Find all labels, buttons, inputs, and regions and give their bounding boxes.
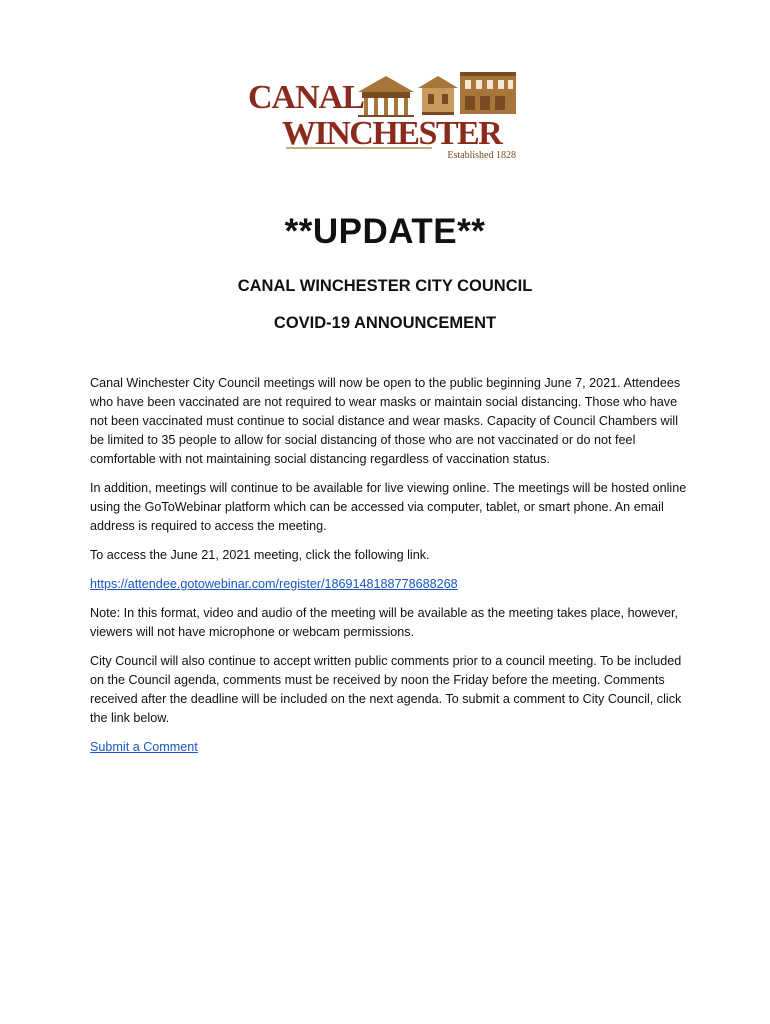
- webinar-link-paragraph: [90, 575, 690, 594]
- canal-winchester-logo: [246, 70, 526, 162]
- logo-graphic: [246, 70, 526, 162]
- update-heading: **UPDATE**: [284, 212, 486, 251]
- paragraph-public-comments: City Council will also continue to accept written public comments prior to a council meeting. To be included on the Council agenda, comments must be received by noon the Friday before the meeting. Comments received after the deadline will be included on the next agenda. To submit a comment to City Council, click the link below.: [90, 654, 682, 725]
- logo-line1: CANAL: [248, 79, 364, 116]
- covered-bridge-illustration: [358, 76, 414, 116]
- logo-line2: WINCHESTER: [282, 115, 502, 152]
- storefront-illustration: [460, 72, 516, 114]
- comment-link-paragraph: [90, 738, 690, 757]
- announcement-heading: COVID-19 ANNOUNCEMENT: [273, 314, 497, 332]
- paragraph-online-viewing: In addition, meetings will continue to be available for live viewing online. The meetings will be hosted online using the GoToWebinar platform which can be accessed via computer, tablet, or smart phone. An email address is required to access the meeting.: [90, 481, 687, 533]
- logo-established: Established 1828: [447, 150, 516, 161]
- submit-comment-link[interactable]: Submit a Comment: [90, 740, 198, 754]
- paragraph-access-instructions: To access the June 21, 2021 meeting, click the following link.: [90, 548, 430, 562]
- announcement-body: [90, 374, 690, 767]
- paragraph-reopening: Canal Winchester City Council meetings will now be open to the public beginning June 7, 2021. Attendees who have been vaccinated are not required to wear masks or maintain social distancing. Those who have not been vaccinated must continue to social distance and wear masks. Capacity of Council Chambers will be limited to 35 people to allow for social distancing of those who are not vaccinated or do not feel comfortable with not maintaining social distancing regardless of vaccination status.: [90, 376, 681, 466]
- station-illustration: [418, 76, 458, 115]
- paragraph-format-note: Note: In this format, video and audio of the meeting will be available as the meeting takes place, however, viewers will not have microphone or webcam permissions.: [90, 606, 679, 639]
- council-heading: CANAL WINCHESTER CITY COUNCIL: [237, 277, 533, 295]
- webinar-registration-link[interactable]: https://attendee.gotowebinar.com/register/1869148188778688268: [90, 577, 458, 591]
